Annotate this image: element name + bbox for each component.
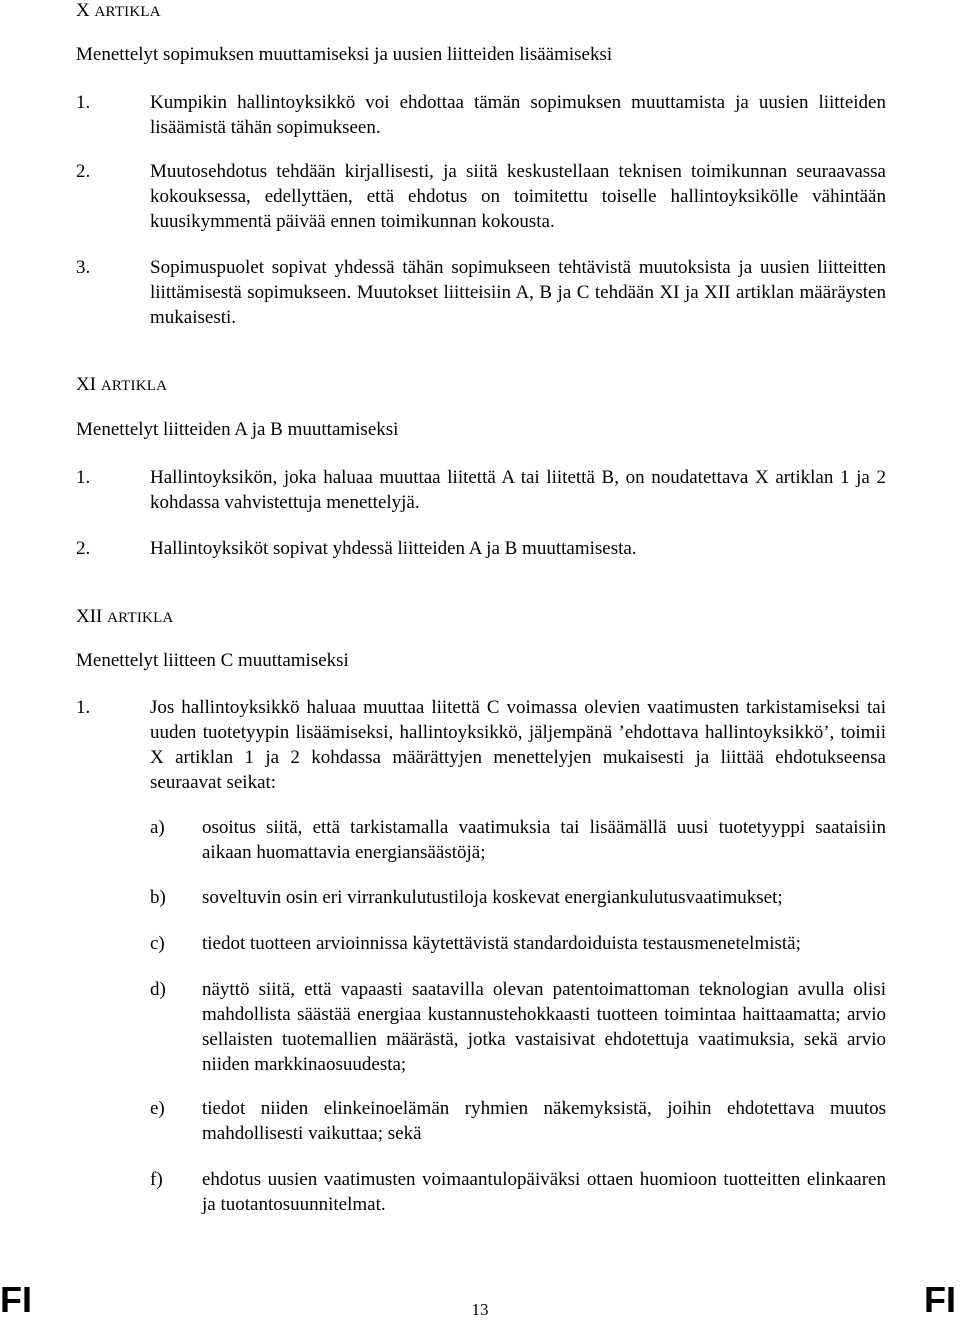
item-number: 3. [76, 257, 91, 278]
article-subtitle-xii: Menettelyt liitteen C muuttamiseksi [76, 650, 349, 671]
item-text: Sopimuspuolet sopivat yhdessä tähän sopimukseen tehtävistä muutoksista ja uusien liitteitten liittämisestä sopimukseen. Muutokset liitteisiin A, B ja C tehdään XI ja XII artiklan määräysten mukaisesti. [150, 257, 886, 328]
lettered-item [150, 1167, 886, 1217]
article-heading-roman: X [76, 0, 90, 21]
lettered-item [150, 885, 886, 910]
numbered-item [76, 90, 886, 140]
numbered-item [76, 255, 886, 330]
article-heading-xii [76, 606, 173, 628]
item-number: 1. [76, 697, 91, 718]
item-text: tiedot niiden elinkeinoelämän ryhmien näkemyksistä, joihin ehdotettava muutos mahdollisesti vaikuttaa; sekä [202, 1098, 886, 1144]
article-heading-word: ARTIKLA [107, 610, 174, 626]
item-letter: e) [150, 1098, 165, 1119]
lettered-item [150, 977, 886, 1077]
numbered-item [76, 159, 886, 234]
footer-language-code-left: FI [0, 1279, 32, 1320]
item-text: osoitus siitä, että tarkistamalla vaatimuksia tai lisäämällä uusi tuotetyyppi saataisiin aikaan huomattavia energiansäästöjä; [202, 817, 886, 863]
item-text: Kumpikin hallintoyksikkö voi ehdottaa tämän sopimuksen muuttamista ja uusien liitteiden lisäämistä tähän sopimukseen. [150, 92, 886, 138]
item-text: Jos hallintoyksikkö haluaa muuttaa liitettä C voimassa olevien vaatimusten tarkistamiseksi tai uuden tuotetyypin lisäämiseksi, hallintoyksikkö, jäljempänä ’ehdottava hallintoyksikkö’, toimii X artiklan 1 ja 2 kohdassa määrättyjen menettelyjen mukaisesti ja liittää ehdotukseensa seuraavat seikat: [150, 697, 886, 793]
item-text: ehdotus uusien vaatimusten voimaantulopäiväksi ottaen huomioon tuotteitten elinkaaren ja tuotantosuunnitelmat. [202, 1169, 886, 1215]
numbered-item [76, 536, 886, 561]
article-subtitle-xi: Menettelyt liitteiden A ja B muuttamiseksi [76, 419, 399, 440]
article-heading-roman: XI [76, 374, 97, 395]
lettered-item [150, 1096, 886, 1146]
item-number: 1. [76, 92, 91, 113]
article-heading-word: ARTIKLA [100, 378, 168, 394]
item-letter: b) [150, 887, 166, 908]
numbered-item [76, 695, 886, 795]
numbered-item [76, 465, 886, 515]
article-heading-x [76, 0, 161, 22]
item-letter: c) [150, 933, 165, 954]
lettered-item [150, 815, 886, 865]
article-heading-word: ARTIKLA [94, 4, 161, 20]
article-heading-xi [76, 374, 167, 396]
item-text: soveltuvin osin eri virrankulutustiloja koskevat energiankulutusvaatimukset; [202, 887, 783, 908]
page-number: 13 [471, 1300, 489, 1319]
item-text: Hallintoyksikön, joka haluaa muuttaa liitettä A tai liitettä B, on noudatettava X artiklan 1 ja 2 kohdassa vahvistettuja menettelyjä. [150, 467, 886, 513]
item-text: näyttö siitä, että vapaasti saatavilla olevan patentoimattoman teknologian avulla olisi mahdollista säästää energiaa kustannustehokkaasti tuotteen toimintaa haittaamatta; arvio sellaisten tuotemallien määrästä, jotka vastaisivat ehdotettuja vaatimuksia, sekä arvio niiden markkinaosuudesta; [202, 979, 886, 1075]
lettered-item [150, 931, 886, 956]
item-number: 2. [76, 161, 91, 182]
item-letter: d) [150, 979, 166, 1000]
article-heading-roman: XII [76, 606, 103, 627]
item-letter: a) [150, 817, 165, 838]
item-number: 2. [76, 538, 91, 559]
item-text: Hallintoyksiköt sopivat yhdessä liitteiden A ja B muuttamisesta. [150, 538, 637, 559]
item-text: tiedot tuotteen arvioinnissa käytettävistä standardoiduista testausmenetelmistä; [202, 933, 801, 954]
article-subtitle-x: Menettelyt sopimuksen muuttamiseksi ja uusien liitteiden lisäämiseksi [76, 44, 613, 65]
item-letter: f) [150, 1169, 163, 1190]
item-text: Muutosehdotus tehdään kirjallisesti, ja siitä keskustellaan teknisen toimikunnan seuraavassa kokouksessa, edellyttäen, että ehdotus on toimitettu toiselle hallintoyksikölle vähintään kuusikymmentä päivää ennen toimikunnan kokousta. [150, 161, 886, 232]
footer-language-code-right: FI [924, 1279, 956, 1320]
item-number: 1. [76, 467, 91, 488]
